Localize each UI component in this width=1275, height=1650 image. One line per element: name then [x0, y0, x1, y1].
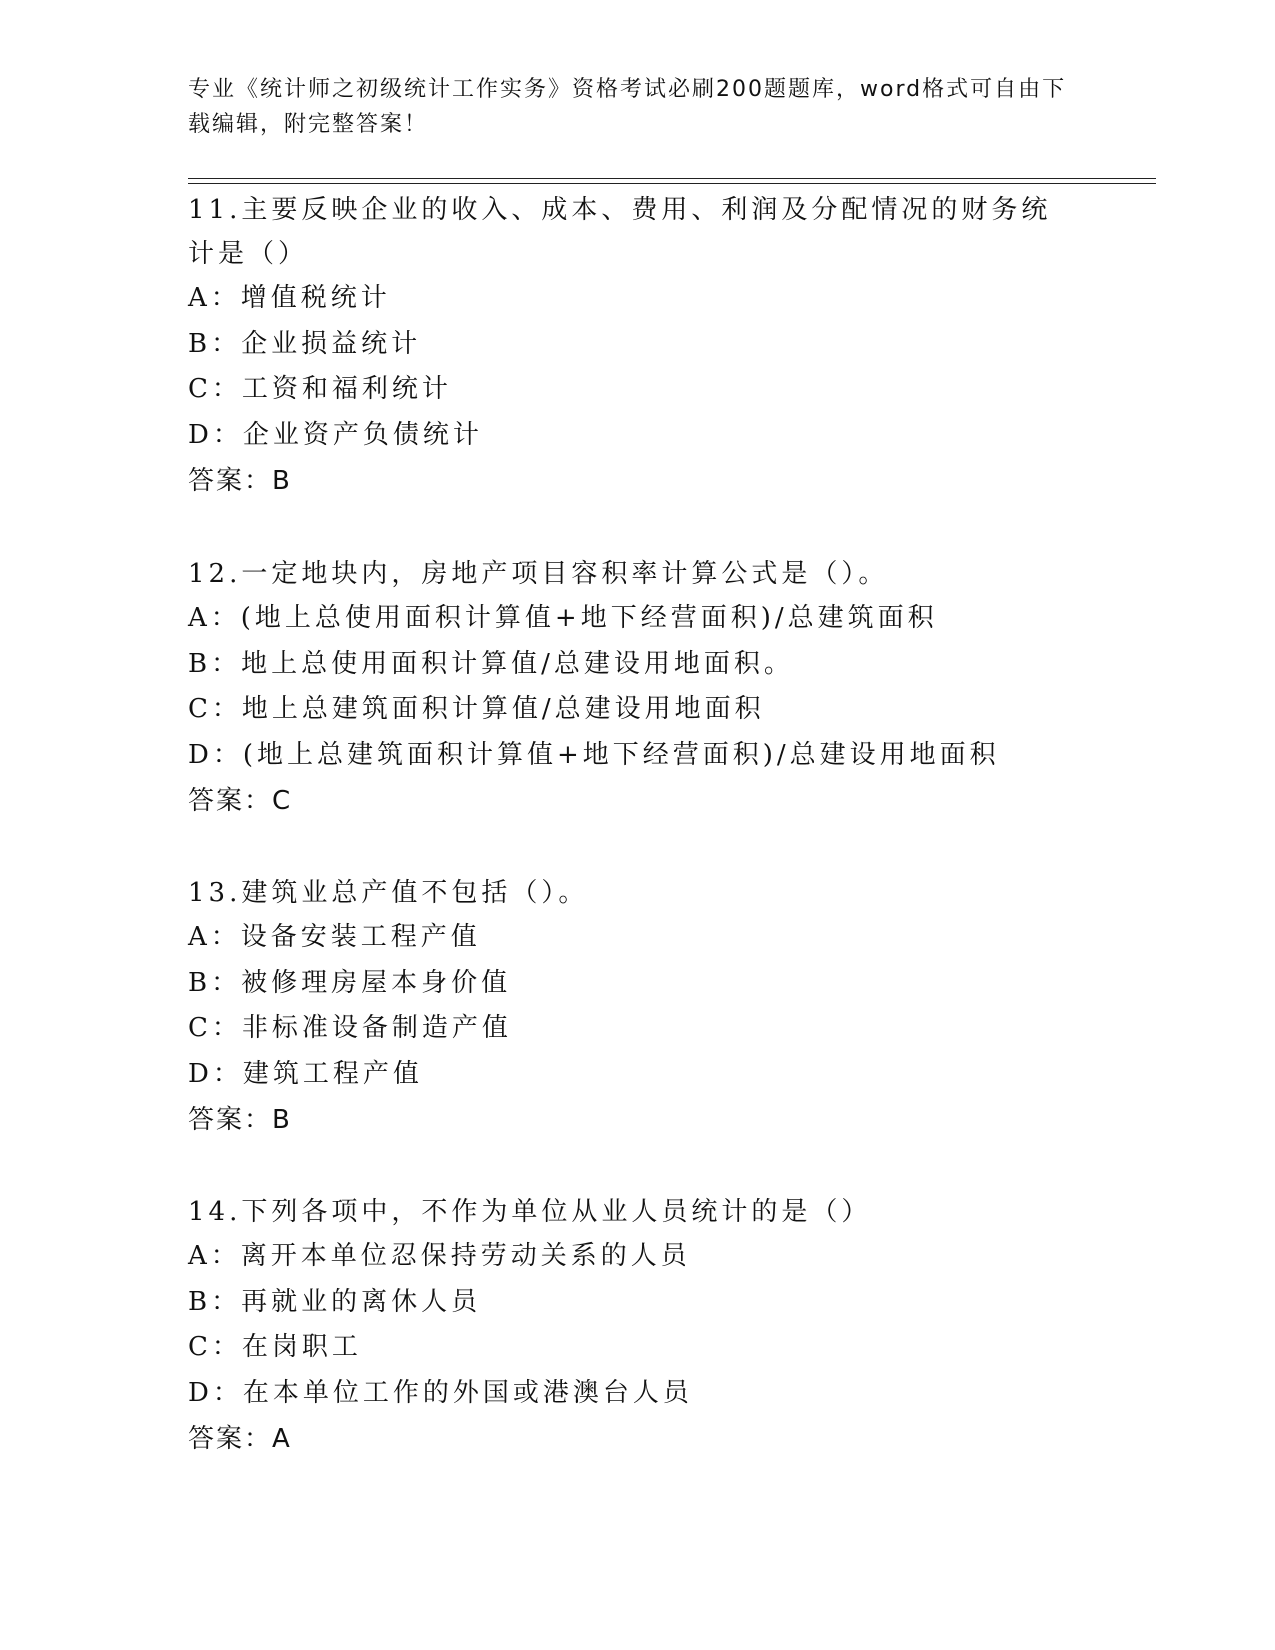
question-12 [188, 552, 1088, 824]
option-b: B：企业损益统计 [188, 328, 422, 359]
question-14 [188, 1190, 1088, 1462]
question-stem: 11.主要反映企业的收入、成本、费用、利润及分配情况的财务统计是（） [188, 195, 1052, 269]
option-d: D：建筑工程产值 [188, 1058, 423, 1089]
option-a: A：增值税统计 [188, 283, 391, 313]
question-13 [188, 871, 1088, 1143]
question-stem: 13.建筑业总产值不包括（）。 [188, 878, 589, 908]
option-b: B：地上总使用面积计算值/总建设用地面积。 [188, 648, 794, 679]
option-b: B：被修理房屋本身价值 [188, 967, 512, 998]
question-stem: 12.一定地块内，房地产项目容积率计算公式是（）。 [188, 559, 889, 589]
document-header: 专业《统计师之初级统计工作实务》资格考试必刷200题题库，word格式可自由下载编辑，附完整答案！ [188, 77, 1067, 137]
answer: 答案：A [188, 1424, 292, 1454]
option-d: D：企业资产负债统计 [188, 419, 483, 450]
option-c: C：工资和福利统计 [188, 374, 452, 404]
option-a: A：离开本单位忍保持劳动关系的人员 [188, 1241, 691, 1271]
question-stem: 14.下列各项中，不作为单位从业人员统计的是（） [188, 1197, 872, 1227]
header-rule-bottom [188, 183, 1156, 184]
answer: 答案：C [188, 786, 293, 816]
answer: 答案：B [188, 466, 292, 496]
option-c: C：在岗职工 [188, 1332, 362, 1362]
option-d: D：(地上总建筑面积计算值+地下经营面积)/总建设用地面积 [188, 739, 1000, 770]
option-a: A：设备安装工程产值 [188, 922, 481, 952]
option-c: C：地上总建筑面积计算值/总建设用地面积 [188, 694, 765, 724]
option-b: B：再就业的离休人员 [188, 1286, 482, 1317]
option-c: C：非标准设备制造产值 [188, 1013, 512, 1043]
option-d: D：在本单位工作的外国或港澳台人员 [188, 1377, 693, 1408]
option-a: A：(地上总使用面积计算值+地下经营面积)/总建筑面积 [188, 603, 938, 633]
answer: 答案：B [188, 1105, 292, 1135]
header-rule-top [188, 178, 1156, 179]
question-11 [188, 188, 1088, 504]
